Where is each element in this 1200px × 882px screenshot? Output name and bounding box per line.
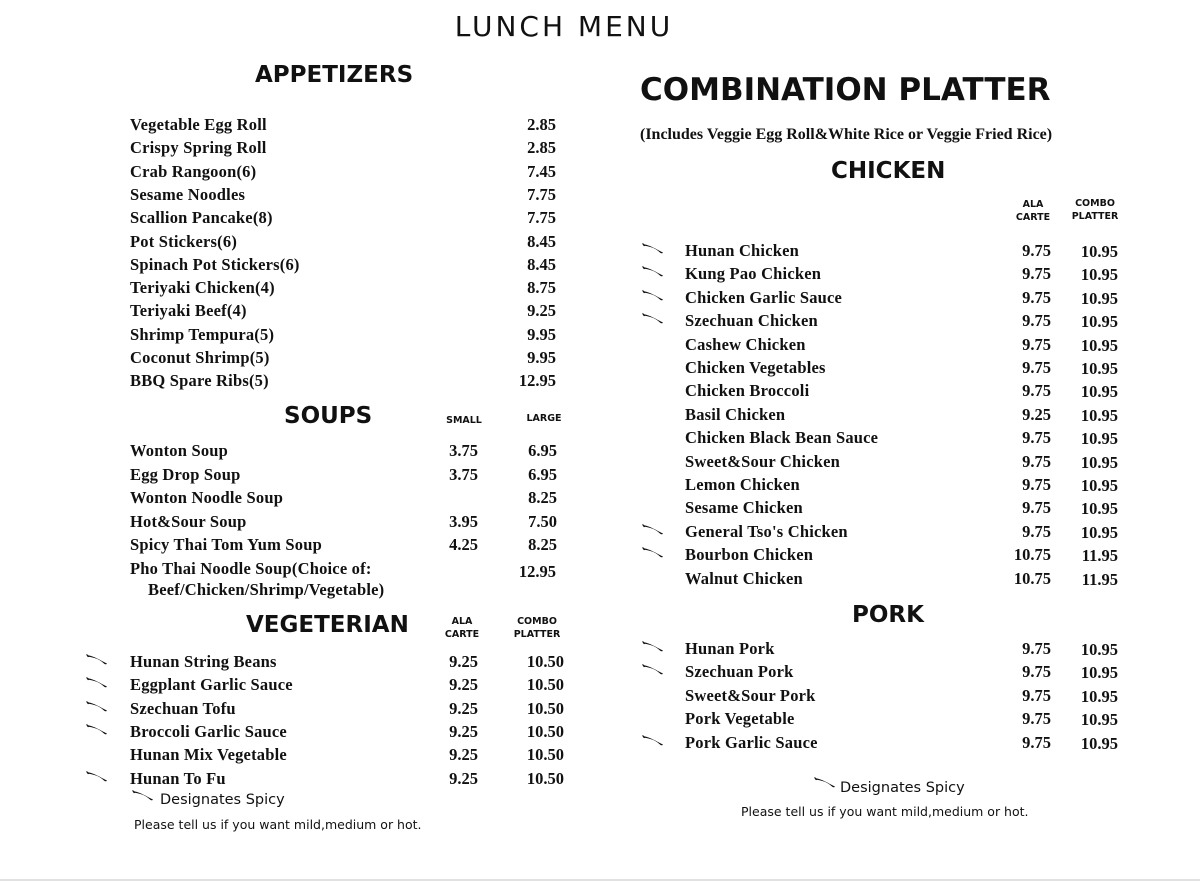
soup-item-name: Pho Thai Noodle Soup(Choice of: — [130, 558, 372, 578]
appetizer-item-price: 7.45 — [527, 161, 556, 181]
combo-spicy-legend: Designates Spicy — [840, 780, 965, 796]
chili-pepper-icon — [642, 266, 664, 278]
chicken-item-name: Cashew Chicken — [685, 334, 806, 354]
chicken-item-name: Chicken Broccoli — [685, 381, 810, 401]
chicken-item-name: Chicken Vegetables — [685, 358, 826, 377]
veg-col-combo — [510, 615, 564, 641]
chili-pepper-icon — [132, 790, 154, 802]
soup-item-large: 8.25 — [528, 535, 557, 554]
vegetarian-item-ala: 9.25 — [449, 698, 478, 718]
chili-pepper-icon — [86, 701, 108, 713]
chicken-item-combo: 10.95 — [1080, 429, 1118, 449]
chicken-col-ala — [1010, 198, 1056, 224]
soup-item-name: Egg Drop Soup — [130, 464, 241, 484]
chili-pepper-icon — [642, 664, 664, 676]
vegetarian-item-ala: 9.25 — [449, 768, 478, 788]
bottom-divider — [0, 879, 1200, 881]
vegetarian-item-name: Broccoli Garlic Sauce — [130, 721, 287, 741]
chili-pepper-icon — [86, 724, 108, 736]
soup-item-name: Hot&Sour Soup — [130, 511, 247, 531]
appetizer-item-price: 12.95 — [518, 371, 556, 391]
soup-item-name: Spicy Thai Tom Yum Soup — [130, 535, 323, 554]
chicken-item-name: Sweet&Sour Chicken — [685, 451, 841, 471]
vegetarian-item-ala: 9.25 — [449, 652, 478, 671]
chicken-item-name: Kung Pao Chicken — [685, 264, 822, 284]
chicken-col-combo-line2: PLATTER — [1071, 211, 1119, 222]
soup-item-small: 3.75 — [449, 441, 478, 460]
soup-item-small: 3.75 — [449, 464, 478, 484]
chicken-item-combo: 10.95 — [1080, 382, 1118, 402]
appetizer-item-name: Crispy Spring Roll — [130, 138, 267, 158]
veg-spicy-legend: Designates Spicy — [160, 792, 285, 808]
appetizer-item-name: Vegetable Egg Roll — [130, 115, 267, 134]
chicken-item-ala: 9.75 — [1022, 311, 1051, 331]
chicken-item-combo: 10.95 — [1080, 265, 1118, 285]
veg-spicy-note: Please tell us if you want mild,medium or hot. — [134, 817, 422, 832]
chicken-item-ala: 9.25 — [1022, 404, 1051, 424]
pork-item-ala: 9.75 — [1022, 732, 1051, 752]
pork-item-name: Hunan Pork — [685, 639, 775, 658]
appetizer-item-price: 9.95 — [527, 324, 556, 344]
chicken-col-ala-line2: CARTE — [1015, 212, 1051, 223]
chicken-item-ala: 9.75 — [1022, 264, 1051, 284]
soup-item-small: 4.25 — [449, 535, 478, 554]
appetizer-item-price: 8.75 — [527, 278, 556, 298]
pork-heading: PORK — [852, 602, 924, 628]
chili-pepper-icon — [86, 771, 108, 783]
chicken-item-name: Bourbon Chicken — [685, 545, 814, 565]
chicken-item-name: Walnut Chicken — [685, 568, 803, 588]
chicken-item-combo: 10.95 — [1080, 288, 1118, 308]
chicken-item-ala: 9.75 — [1022, 475, 1051, 494]
chicken-item-combo: 11.95 — [1081, 546, 1118, 566]
soup-item-large: 6.95 — [528, 441, 557, 460]
chicken-item-ala: 9.75 — [1022, 241, 1051, 260]
chicken-item-name: Lemon Chicken — [685, 475, 800, 494]
chicken-heading: CHICKEN — [831, 158, 946, 184]
chicken-item-ala: 9.75 — [1022, 451, 1051, 471]
veg-col-ala-line2: CARTE — [444, 629, 480, 640]
chili-pepper-icon — [642, 290, 664, 302]
veg-col-combo-line2: PLATTER — [513, 629, 561, 640]
pork-item-ala: 9.75 — [1022, 639, 1051, 658]
vegetarian-item-combo: 10.50 — [526, 721, 564, 741]
chicken-item-combo: 10.95 — [1080, 359, 1118, 378]
soups-heading: SOUPS — [284, 403, 373, 429]
chicken-item-name: Hunan Chicken — [685, 241, 800, 260]
pork-item-name: Pork Vegetable — [685, 709, 795, 729]
chili-pepper-icon — [642, 547, 664, 559]
chili-pepper-icon — [86, 677, 108, 689]
chili-pepper-icon — [642, 735, 664, 747]
chicken-item-ala: 9.75 — [1022, 287, 1051, 307]
chicken-item-ala: 9.75 — [1022, 498, 1051, 518]
chicken-item-name: Sesame Chicken — [685, 498, 803, 518]
pork-item-combo: 10.95 — [1080, 686, 1118, 706]
vegetarian-item-name: Szechuan Tofu — [130, 698, 236, 718]
appetizer-item-price: 9.25 — [527, 301, 556, 321]
soups-col-small: SMALL — [446, 415, 482, 426]
chicken-item-combo: 10.95 — [1080, 522, 1118, 542]
chicken-item-ala: 9.75 — [1022, 381, 1051, 401]
soup-item-large: 12.95 — [518, 561, 556, 581]
chili-pepper-icon — [642, 243, 664, 255]
chicken-item-name: Szechuan Chicken — [685, 311, 818, 331]
soup-item-name: Wonton Soup — [130, 441, 229, 460]
chicken-item-combo: 10.95 — [1080, 335, 1118, 355]
pork-item-combo: 10.95 — [1080, 733, 1118, 753]
appetizer-item-name: Crab Rangoon(6) — [130, 161, 257, 181]
veg-col-combo-line1: COMBO — [517, 616, 557, 627]
vegetarian-item-name: Hunan To Fu — [130, 768, 226, 788]
chicken-item-name: Basil Chicken — [685, 404, 786, 424]
chili-pepper-icon — [642, 313, 664, 325]
menu-title: LUNCH MENU — [454, 10, 674, 43]
chili-pepper-icon — [642, 641, 664, 653]
vegetarian-item-ala: 9.25 — [449, 675, 478, 695]
pork-item-ala: 9.75 — [1022, 662, 1051, 682]
veg-col-ala-line1: ALA — [451, 616, 473, 627]
pork-item-name: Szechuan Pork — [685, 662, 794, 682]
chicken-item-name: General Tso's Chicken — [685, 521, 848, 541]
vegetarian-heading: VEGETERIAN — [246, 612, 409, 638]
vegetarian-item-combo: 10.50 — [526, 652, 564, 671]
vegetarian-item-combo: 10.50 — [526, 675, 564, 695]
soup-item-small: 3.95 — [449, 511, 478, 531]
appetizer-item-name: Scallion Pancake(8) — [130, 208, 273, 228]
pork-item-combo: 10.95 — [1080, 640, 1118, 659]
appetizer-item-name: Coconut Shrimp(5) — [130, 348, 270, 367]
appetizer-item-name: Teriyaki Chicken(4) — [130, 278, 275, 298]
combination-heading: COMBINATION PLATTER — [640, 72, 1051, 108]
appetizer-item-name: Shrimp Tempura(5) — [130, 324, 275, 344]
chicken-col-ala-line1: ALA — [1022, 199, 1044, 210]
appetizer-item-price: 2.85 — [527, 138, 556, 158]
appetizer-item-name: Spinach Pot Stickers(6) — [130, 254, 300, 274]
chicken-item-combo: 10.95 — [1080, 242, 1118, 261]
chicken-col-combo — [1066, 197, 1124, 223]
appetizer-item-price: 9.95 — [527, 348, 556, 367]
veg-col-ala — [439, 615, 485, 641]
chicken-item-ala: 9.75 — [1022, 358, 1051, 377]
appetizer-item-name: Pot Stickers(6) — [130, 231, 238, 251]
chili-pepper-icon — [814, 777, 836, 789]
soup-item-name: Wonton Noodle Soup — [130, 488, 284, 507]
pork-item-name: Pork Garlic Sauce — [685, 732, 818, 752]
pork-item-combo: 10.95 — [1080, 663, 1118, 683]
pork-item-ala: 9.75 — [1022, 709, 1051, 729]
chicken-col-combo-line1: COMBO — [1075, 198, 1115, 209]
vegetarian-item-name: Hunan String Beans — [130, 652, 277, 671]
pork-item-name: Sweet&Sour Pork — [685, 685, 816, 705]
chicken-item-combo: 10.95 — [1080, 405, 1118, 425]
chicken-item-combo: 11.95 — [1081, 569, 1118, 589]
soup-item-large: 6.95 — [528, 464, 557, 484]
combination-subtitle: (Includes Veggie Egg Roll&White Rice or Veggie Fried Rice) — [640, 126, 1053, 143]
chicken-item-ala: 10.75 — [1013, 545, 1051, 565]
chicken-item-name: Chicken Black Bean Sauce — [685, 428, 879, 448]
chicken-item-combo: 10.95 — [1080, 452, 1118, 472]
pho-choice-line: Beef/Chicken/Shrimp/Vegetable) — [148, 580, 385, 599]
vegetarian-item-ala: 9.25 — [449, 721, 478, 741]
combo-spicy-note: Please tell us if you want mild,medium or hot. — [741, 804, 1029, 819]
chili-pepper-icon — [86, 654, 108, 666]
vegetarian-item-ala: 9.25 — [449, 745, 478, 765]
appetizer-item-price: 8.45 — [527, 254, 556, 274]
appetizer-item-name: Sesame Noodles — [130, 184, 246, 204]
appetizer-item-price: 7.75 — [527, 184, 556, 204]
chicken-item-combo: 10.95 — [1080, 499, 1118, 519]
soup-item-large: 8.25 — [528, 488, 557, 507]
soup-item-large: 7.50 — [528, 511, 557, 531]
vegetarian-item-combo: 10.50 — [526, 745, 564, 765]
appetizer-item-price: 2.85 — [527, 115, 556, 134]
appetizer-item-name: Teriyaki Beef(4) — [130, 301, 247, 321]
pork-item-ala: 9.75 — [1022, 685, 1051, 705]
soups-col-large: LARGE — [526, 413, 562, 424]
chicken-item-combo: 10.95 — [1080, 476, 1118, 495]
appetizer-item-price: 7.75 — [527, 208, 556, 228]
chicken-item-combo: 10.95 — [1080, 312, 1118, 332]
appetizers-heading: APPETIZERS — [255, 62, 414, 88]
vegetarian-item-combo: 10.50 — [526, 698, 564, 718]
vegetarian-item-name: Hunan Mix Vegetable — [130, 745, 287, 765]
pork-item-combo: 10.95 — [1080, 710, 1118, 730]
chicken-item-ala: 10.75 — [1013, 568, 1051, 588]
chili-pepper-icon — [642, 524, 664, 536]
vegetarian-item-name: Eggplant Garlic Sauce — [130, 675, 293, 695]
chicken-item-name: Chicken Garlic Sauce — [685, 287, 843, 307]
appetizer-item-price: 8.45 — [527, 231, 556, 251]
chicken-item-ala: 9.75 — [1022, 334, 1051, 354]
vegetarian-item-combo: 10.50 — [526, 768, 564, 788]
chicken-item-ala: 9.75 — [1022, 521, 1051, 541]
appetizer-item-name: BBQ Spare Ribs(5) — [130, 371, 269, 391]
chicken-item-ala: 9.75 — [1022, 428, 1051, 448]
